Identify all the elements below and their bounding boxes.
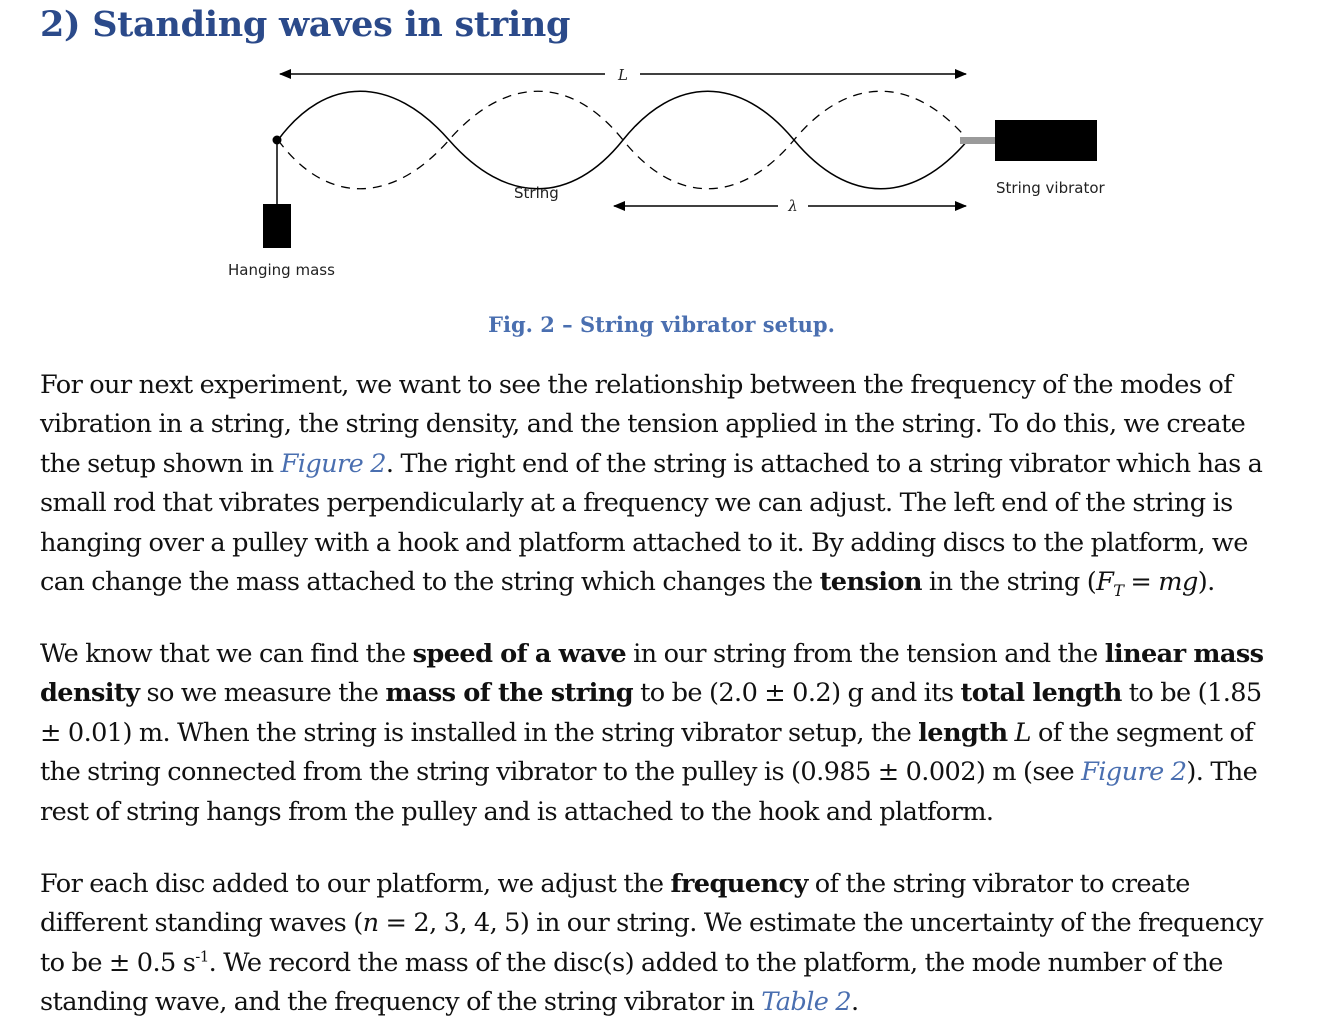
vibrator-rod [960, 137, 996, 144]
paragraph-procedure: For each disc added to our platform, we adjust the frequency of the string vibrator to create different standing waves (n = 2, 3, 4, 5) in our string. We estimate the uncertainty of the frequency to be ± 0.5 $s^{-1}$. We record the mass of the disc(s) added to the platform, the mode number of the standing wave, and the frequency of the string vibrator in Table 2. [40, 869, 1263, 1018]
paragraph-setup: For our next experiment, we want to see the relationship between the frequency of the modes of vibration in a string, the string density, and the tension applied in the string. To do this, we create the setup shown in Figure 2. The right end of the string is attached to a string vibrator which has a small rod that vibrates perpendicularly at a frequency we can adjust. The left end of the string is hanging over a pulley with a hook and platform attached to it. By adding discs to the platform, we can change the mass attached to the string which changes the tension in the string $(F_T = mg)$. [40, 370, 1263, 601]
vibrator-label: String vibrator [996, 179, 1105, 197]
figure-2-link[interactable]: Figure 2 [1081, 757, 1187, 788]
length-arrow [280, 66, 966, 84]
string-label: String [514, 184, 559, 202]
length-label: L [618, 66, 628, 84]
paragraph-measurements: We know that we can find the speed of a wave in our string from the tension and the linear mass density so we measure the mass of the string to be (2.0 ± 0.2) g and its total length to be (1.85 ± 0.01) m. When the string is installed in the string vibrator setup, the length L of the segment of the string connected from the string vibrator to the pulley is (0.985 ± 0.002) m (see Figure 2). The rest of string hangs from the pulley and is attached to the hook and platform. [40, 639, 1264, 827]
wavelength-label: λ [788, 197, 798, 215]
standing-wave-solid [278, 91, 968, 189]
figure-2-link[interactable]: Figure 2 [280, 448, 386, 479]
string-vibrator [995, 120, 1097, 161]
figure-caption: Fig. 2 – String vibrator setup. [488, 312, 835, 337]
hanging-mass [263, 204, 291, 248]
table-2-link[interactable]: Table 2 [761, 987, 852, 1018]
hanging-mass-label: Hanging mass [228, 261, 335, 279]
section-heading: 2) Standing waves in string [40, 4, 571, 45]
tension-formula: $F_T$ [1096, 567, 1124, 601]
string-vibrator-figure [0, 0, 1323, 300]
wavelength-arrow [614, 197, 966, 215]
